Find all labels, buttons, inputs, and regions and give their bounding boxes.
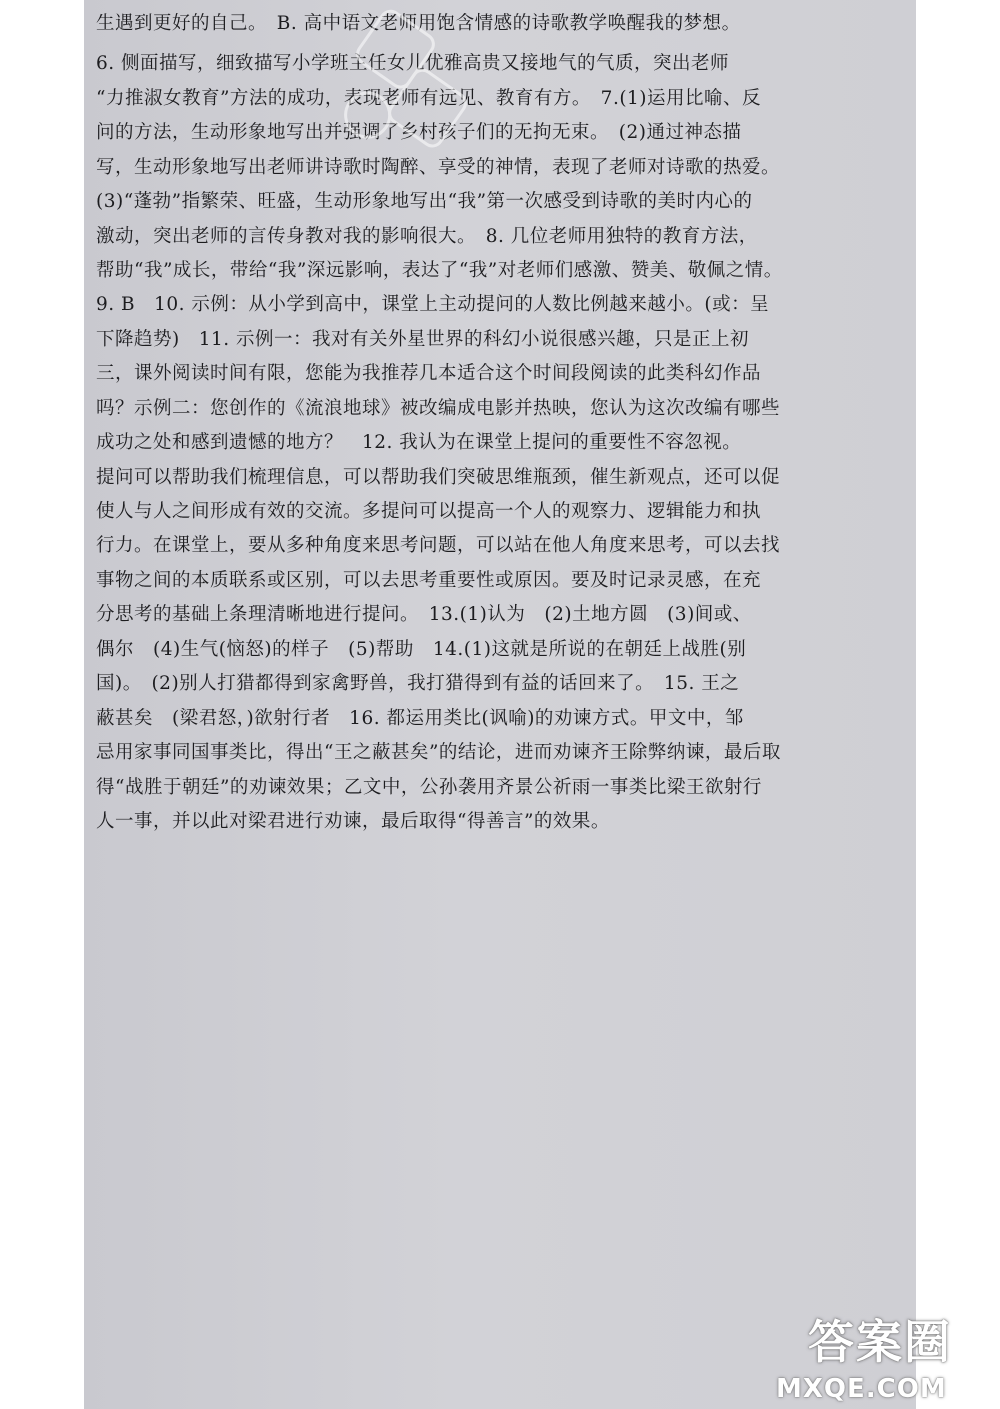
text-line: 9. B 10. 示例：从小学到高中，课堂上主动提问的人数比例越来越小。(或：呈 xyxy=(96,294,770,315)
text-line: 蔽甚矣 (梁君怒，)欲射行者 16. 都运用类比(讽喻)的劝谏方式。甲文中，邹 xyxy=(96,708,744,729)
text-line: 忌用家事同国事类比，得出“王之蔽甚矣”的结论，进而劝谏齐王除弊纳谏，最后取 xyxy=(96,742,781,763)
text-line: (3)“蓬勃”指繁荣、旺盛，生动形象地写出“我”第一次感受到诗歌的美时内心的 xyxy=(96,191,753,212)
text-line: 吗？示例二：您创作的《流浪地球》被改编成电影并热映，您认为这次改编有哪些 xyxy=(96,398,781,419)
watermark-logo: 答案圈 xyxy=(808,1315,952,1369)
text-line: 国)。 (2)别人打猎都得到家禽野兽，我打猎得到有益的话回来了。 15. 王之 xyxy=(96,673,740,694)
text-line: 行力。在课堂上，要从多种角度来思考问题，可以站在他人角度来思考，可以去找 xyxy=(96,535,781,556)
text-line: 帮助“我”成长，带给“我”深远影响，表达了“我”对老师们感激、赞美、敬佩之情。 xyxy=(96,260,783,281)
text-line: 成功之处和感到遗憾的地方？ 12. 我认为在课堂上提问的重要性不容忽视。 xyxy=(96,432,742,453)
text-line: “力推淑女教育”方法的成功，表现老师有远见、教育有方。 7.(1)运用比喻、反 xyxy=(96,88,762,109)
text-line: 偶尔 (4)生气(恼怒)的样子 (5)帮助 14.(1)这就是所说的在朝廷上战胜(别 xyxy=(96,639,747,660)
text-line: 写，生动形象地写出老师讲诗歌时陶醉、享受的神情，表现了老师对诗歌的热爱。 xyxy=(96,157,781,178)
text-line: 三，课外阅读时间有限，您能为我推荐几本适合这个时间段阅读的此类科幻作品 xyxy=(96,363,762,384)
text-line: 使人与人之间形成有效的交流。多提问可以提高一个人的观察力、逻辑能力和执 xyxy=(96,501,762,522)
text-line: 下降趋势) 11. 示例一：我对有关外星世界的科幻小说很感兴趣，只是正上初 xyxy=(96,329,750,350)
text-line: 事物之间的本质联系或区别，可以去思考重要性或原因。要及时记录灵感，在充 xyxy=(96,570,762,591)
text-line: 提问可以帮助我们梳理信息，可以帮助我们突破思维瓶颈，催生新观点，还可以促 xyxy=(96,467,781,488)
watermark-site-url: MXQE.COM xyxy=(776,1374,947,1404)
watermark-stamp-icon xyxy=(300,0,500,190)
text-line: 问的方法，生动形象地写出并强调了乡村孩子们的无拘无束。 (2)通过神态描 xyxy=(96,122,742,143)
text-line: 生遇到更好的自己。 B. 高中语文老师用饱含情感的诗歌教学唤醒我的梦想。 xyxy=(96,13,741,34)
site-watermark xyxy=(772,1302,992,1406)
text-line: 分思考的基础上条理清晰地进行提问。 13.(1)认为 (2)土地方圆 (3)间或、 xyxy=(96,604,752,625)
text-line: 激动，突出老师的言传身教对我的影响很大。 8. 几位老师用独特的教育方法， xyxy=(96,226,758,247)
text-line: 人一事，并以此对梁君进行劝谏，最后取得“得善言”的效果。 xyxy=(96,811,610,832)
text-line: 6. 侧面描写，细致描写小学班主任女儿优雅高贵又接地气的气质，突出老师 xyxy=(96,53,730,74)
text-line: 得“战胜于朝廷”的劝谏效果；乙文中，公孙袭用齐景公祈雨一事类比梁王欲射行 xyxy=(96,777,762,798)
